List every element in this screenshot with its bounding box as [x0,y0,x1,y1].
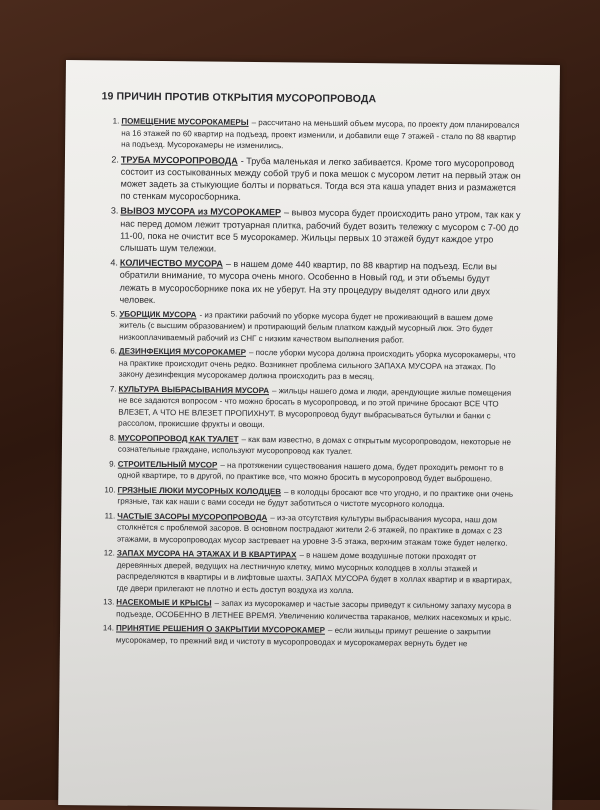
reason-heading: ГРЯЗНЫЕ ЛЮКИ МУСОРНЫХ КОЛОДЦЕВ [117,485,282,497]
reason-heading: НАСЕКОМЫЕ И КРЫСЫ [116,597,212,608]
reason-item [99,484,519,511]
reason-text: – жильцы нашего дома и люди, арендующие жилые помещения не все задаются вопросом - что можно бросать в мусоропровод, и по этой причине бросают ВСЕ ЧТО ВЛЕЗЕТ, А ЧТО НЕ ВЛЕЗЕТ ПРОПИХНУТ. В мусоропровод будут выбрасываться бутылки и банки с рассолом, прокисшие фрукты и овощи. [118,386,512,430]
reason-text: – на протяжении существования нашего дома, будет проходить ремонт то в одной квартире, то в другой, по практике все, что можно бросить в мусоропровод будет выброшено. [117,460,504,484]
reason-item [101,346,521,385]
reason-item [98,548,518,598]
reason-text: – вывоз мусора будет происходить рано утром, так как у нас перед домом лежит тротуарная плитка, рабочий будет возить тележку с мусором с 7-00 до 11-00, пока не очистит все 5 мусорокамер. Жильцы первых 10 этажей будут каждое утро слышать шум тележки. [119,207,521,254]
reason-heading: ЧАСТЫЕ ЗАСОРЫ МУСОРОПРОВОДА [117,511,268,523]
reason-item [100,383,520,433]
reason-heading: ТРУБА МУСОРОПРОВОДА [120,154,238,166]
reason-item [101,308,521,347]
reason-item [100,458,520,485]
notice-sheet [58,60,560,810]
reason-item [99,510,519,549]
reason-number: 5. [110,309,118,319]
reason-text: – после уборки мусора должна происходить уборка мусорокамеры, что на практике происходит очень редко. Возникнет проблема сильного ЗАПАХА МУСОРА на этажах. По закону дезинфекция мусорокамер должна происходить раз в месяц. [118,348,516,382]
reason-text: – в нашем доме воздушные потоки проходят от деревянных дверей, ведущих на лестничную клетку, мимо мусорных колодцев в холлы этажей и распределяются в квартиры и в лифтовые шахты. ЗАПАХ МУСОРА будет в холлах квартир и в квартирах, где двери прилегают не плотно и есть доступ воздуха из холла. [116,550,513,595]
reason-heading: ДЕЗИНФЕКЦИЯ МУСОРОКАМЕР [118,347,247,358]
reason-number: 6. [110,346,117,356]
page-title: 19 ПРИЧИН ПРОТИВ ОТКРЫТИЯ МУСОРОПРОВОДА [101,90,377,106]
reason-item [103,153,523,206]
reason-heading: КОЛИЧЕСТВО МУСОРА [119,257,223,269]
reason-text: – запах из мусорокамер и частые засоры приведут к сильному запаху мусора в подъезде, ОСОБЕННО В ЛЕТНЕЕ ВРЕМЯ. Увеличению количества тараканов, мелких насекомых и крыс. [116,599,512,623]
reason-text: – в нашем доме 440 квартир, по 88 квартир на подъезд. Если вы обратили внимание, то мусора очень много. Особенно в Новый год, и эти объемы будут лежать в мусоросборнике пока их не уберут. На эту процедуру выделят одного или двух человек. [119,258,497,305]
reason-text: – как вам известно, в домах с открытым мусоропроводом, некоторые не сознательные граждане, используют мусоропровод как туалет. [117,434,512,457]
reason-heading: УБОРЩИК МУСОРА [119,309,197,320]
reason-number: 7. [109,384,117,394]
reasons-list [98,115,524,653]
reason-item [101,257,521,310]
reason-number: 8. [109,433,117,443]
reason-heading: КУЛЬТУРА ВЫБРАСЫВАНИЯ МУСОРА [118,384,270,396]
reason-text: – если жильцы примут решение о закрытии мусорокамер, то прежний вид и чистоту в мусоропроводах и мусорокамерах вернуть будет не [115,626,491,649]
reason-item [103,115,523,154]
reason-heading: ВЫВОЗ МУСОРА из МУСОРОКАМЕР [120,205,282,218]
reason-item [100,432,520,459]
reason-number: 2. [111,153,120,165]
reason-heading: ЗАПАХ МУСОРА НА ЭТАЖАХ И В КВАРТИРАХ [116,548,297,560]
reason-heading: ПОМЕЩЕНИЕ МУСОРОКАМЕРЫ [121,116,249,127]
reason-number: 10. [104,485,116,495]
reason-number: 9. [109,459,116,469]
reason-number: 3. [110,205,119,216]
reason-item [98,623,518,650]
reason-number: 12. [103,548,115,558]
reason-text: – из-за отсутствия культуры выбрасывания мусора, наш дом столкнётся с проблемой засоров. В основном пострадают жители 2-6 этажей, по практике в домах с 23 этажами, в мусоропроводах мусор застревает на уровне 3-5 этажа, верхним этажам тоже будет нелегко. [116,513,508,548]
reason-text: – в колодцы бросают все что угодно, и по практике они очень грязные, так как наши с вами соседи не будут заботиться о чистоте мусорного колодца. [117,487,514,510]
reason-number: 14. [102,623,115,633]
reason-number: 4. [110,257,118,268]
reason-text: - Труба маленькая и легко забивается. Кроме того мусоропровод состоит из состыкованных между собой труб и пока мешок с мусором летит на первый этаж он может задеть за стыкующие болты и порваться. Тогда вся эта каша упадет вниз и размажется по стенкам мусоросборника. [120,155,521,202]
reason-heading: ПРИНЯТИЕ РЕШЕНИЯ О ЗАКРЫТИИ МУСОРОКАМЕР [116,623,325,636]
reason-number: 13. [103,597,115,607]
reason-item [102,205,522,258]
reason-text: – рассчитано на меньший объем мусора, по проекту дом планировался на 16 этажей по 60 квартир на подъезд, проект изменили, и добавили еще 7 этажей - стало по 88 квартир на подъезд. Мусорокамеры не изменились. [121,117,520,151]
reason-number: 11. [104,511,116,521]
reason-heading: МУСОРОПРОВОД КАК ТУАЛЕТ [117,433,239,444]
reason-text: - из практики рабочий по уборке мусора будет не проживающий в вашем доме житель (с высшим образованием) и протирающий белым платком каждый мусорный люк. Это будет низкооплачиваемый рабочий из СНГ с низким качеством выполнения работ. [119,310,494,345]
reason-number: 1. [112,116,120,126]
reason-item [98,597,518,624]
reason-heading: СТРОИТЕЛЬНЫЙ МУСОР [117,459,218,470]
